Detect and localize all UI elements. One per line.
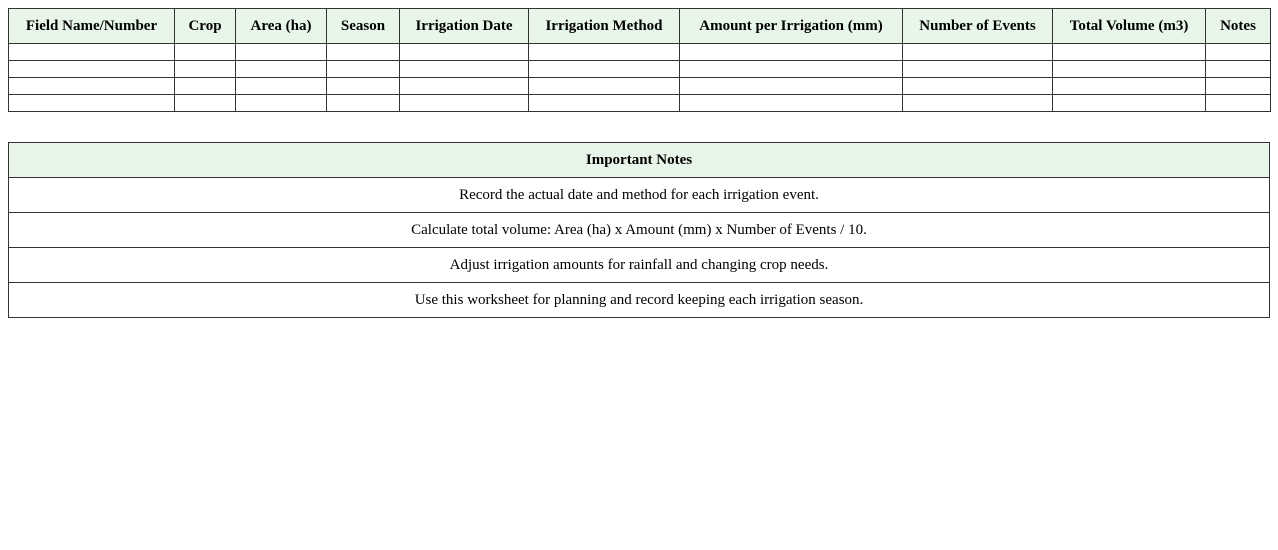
table-cell[interactable] (680, 61, 903, 78)
table-cell[interactable] (327, 78, 400, 95)
table-cell[interactable] (9, 44, 175, 61)
column-header: Area (ha) (236, 9, 327, 44)
table-cell[interactable] (903, 44, 1053, 61)
table-cell[interactable] (9, 61, 175, 78)
column-header: Total Volume (m3) (1053, 9, 1206, 44)
table-cell[interactable] (1053, 44, 1206, 61)
table-cell[interactable] (236, 78, 327, 95)
column-header: Amount per Irrigation (mm) (680, 9, 903, 44)
table-cell[interactable] (1206, 95, 1271, 112)
table-cell[interactable] (400, 95, 529, 112)
table-row (9, 78, 1271, 95)
table-cell[interactable] (680, 78, 903, 95)
table-row (9, 95, 1271, 112)
table-cell[interactable] (529, 61, 680, 78)
table-cell[interactable] (175, 44, 236, 61)
note-item: Record the actual date and method for each irrigation event. (9, 178, 1270, 213)
table-cell[interactable] (1206, 44, 1271, 61)
table-cell[interactable] (1053, 95, 1206, 112)
table-cell[interactable] (1206, 61, 1271, 78)
table-cell[interactable] (529, 78, 680, 95)
table-cell[interactable] (1053, 78, 1206, 95)
column-header: Notes (1206, 9, 1271, 44)
table-cell[interactable] (236, 44, 327, 61)
table-cell[interactable] (903, 95, 1053, 112)
table-cell[interactable] (175, 61, 236, 78)
table-cell[interactable] (1053, 61, 1206, 78)
table-cell[interactable] (9, 78, 175, 95)
column-header: Irrigation Method (529, 9, 680, 44)
column-header: Season (327, 9, 400, 44)
note-item: Use this worksheet for planning and record keeping each irrigation season. (9, 283, 1270, 318)
table-cell[interactable] (327, 95, 400, 112)
table-cell[interactable] (400, 44, 529, 61)
table-cell[interactable] (680, 44, 903, 61)
table-cell[interactable] (1206, 78, 1271, 95)
table-cell[interactable] (903, 61, 1053, 78)
table-cell[interactable] (529, 95, 680, 112)
note-item: Calculate total volume: Area (ha) x Amount (mm) x Number of Events / 10. (9, 213, 1270, 248)
irrigation-log-table (8, 8, 1271, 112)
notes-title: Important Notes (9, 143, 1270, 178)
table-cell[interactable] (175, 78, 236, 95)
table-cell[interactable] (236, 61, 327, 78)
table-cell[interactable] (327, 61, 400, 78)
important-notes-table (8, 142, 1270, 318)
column-header: Number of Events (903, 9, 1053, 44)
column-header: Field Name/Number (9, 9, 175, 44)
table-cell[interactable] (236, 95, 327, 112)
note-item: Adjust irrigation amounts for rainfall and changing crop needs. (9, 248, 1270, 283)
table-cell[interactable] (175, 95, 236, 112)
table-row (9, 61, 1271, 78)
table-cell[interactable] (400, 78, 529, 95)
header-row (9, 9, 1271, 44)
column-header: Irrigation Date (400, 9, 529, 44)
column-header: Crop (175, 9, 236, 44)
table-row (9, 44, 1271, 61)
table-cell[interactable] (680, 95, 903, 112)
table-cell[interactable] (9, 95, 175, 112)
table-cell[interactable] (529, 44, 680, 61)
table-cell[interactable] (327, 44, 400, 61)
table-cell[interactable] (903, 78, 1053, 95)
table-cell[interactable] (400, 61, 529, 78)
